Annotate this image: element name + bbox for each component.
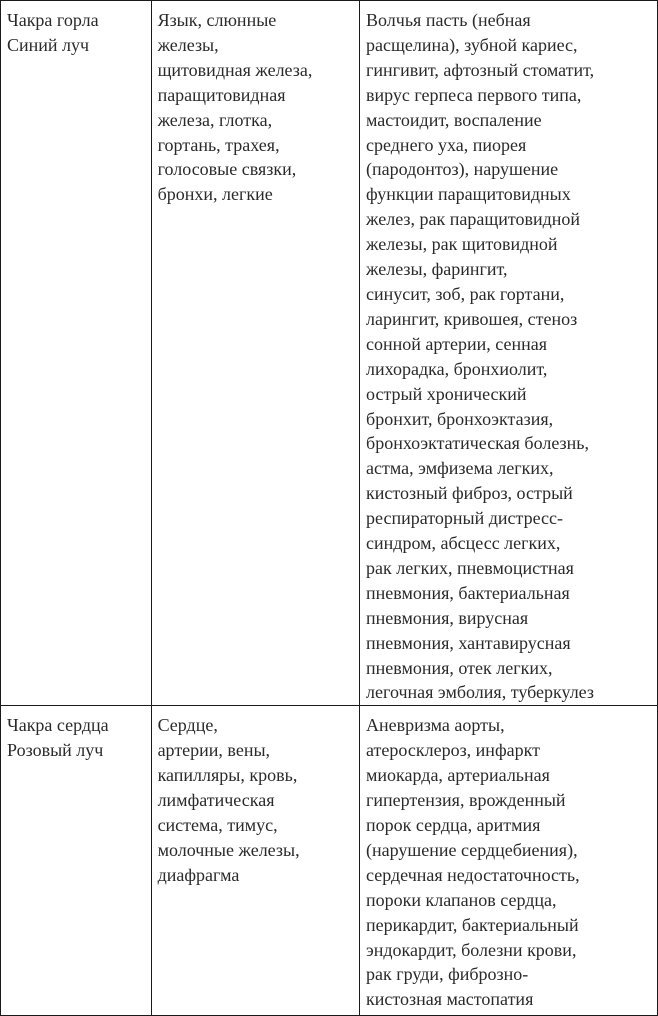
text-line: кистозный фиброз, острый [366,483,573,504]
text-line: сонной артерии, сенная [366,333,548,354]
text-line: пневмония, отек легких, [366,657,553,678]
text-line: Аневризма аорты, [366,715,505,736]
text-line: среднего уха, пиорея [366,134,527,155]
text-line: пневмония, хантавирусная [366,632,571,653]
text-line: бронхоэктатическая болезнь, [366,433,589,454]
text-line: диафрагма [157,864,240,885]
text-line: лимфатическая [157,790,275,811]
text-line: сердечная недостаточность, [366,864,580,885]
chakra-cell [1,706,152,1016]
text-line: Сердце, [157,715,218,736]
text-line: артерии, вены, [157,740,271,761]
diseases-cell [360,706,658,1016]
text-line: рак легких, пневмоцистная [366,557,574,578]
text-line: железы, [157,34,219,55]
text-line: легочная эмболия, туберкулез [366,682,595,703]
text-line: кистозная мастопатия [366,989,534,1010]
text-line: пневмония, бактериальная [366,582,570,603]
text-line: гипертензия, врожденный [366,790,566,811]
table-row [1,706,658,1016]
text-line: синдром, абсцесс легких, [366,533,561,554]
text-line: Чакра горла [7,10,99,30]
text-line: гортань, трахея, [157,134,280,155]
text-line: астма, эмфизема легких, [366,458,554,479]
text-line: Волчья пасть (небная [366,10,531,30]
text-line: ларингит, кривошея, стеноз [366,308,578,329]
organs-cell [151,706,359,1016]
text-line: порок сердца, аритмия [366,815,541,835]
organs-cell [151,1,359,706]
text-line: Чакра сердца [7,715,109,736]
text-line: железа, глотка, [157,109,273,130]
text-line: капилляры, кровь, [157,765,298,786]
text-line: голосовые связки, [157,159,297,180]
text-line: щитовидная железа, [157,59,313,80]
text-line: функции паращитовидных [366,184,571,205]
diseases-cell [360,1,658,706]
text-line: респираторный дистресс- [366,508,564,529]
text-line: Розовый луч [7,740,104,761]
text-line: атеросклероз, инфаркт [366,740,540,761]
text-line: расщелина), зубной кариес, [366,34,578,55]
text-line: вирус герпеса первого типа, [366,84,582,105]
text-line: эндокардит, болезни крови, [366,939,577,960]
text-line: пневмония, вирусная [366,607,529,628]
text-line: гингивит, афтозный стоматит, [366,59,595,80]
text-line: железы, рак щитовидной [366,234,558,255]
text-line: желез, рак паращитовидной [366,209,581,230]
text-line: система, тимус, [157,815,278,835]
text-line: пороки клапанов сердца, [366,889,557,910]
table-row [1,1,658,706]
text-line: перикардит, бактериальный [366,914,579,935]
text-line: лихорадка, бронхиолит, [366,358,548,379]
text-line: паращитовидная [157,84,286,105]
text-line: Синий луч [7,34,90,55]
text-line: (нарушение сердцебиения), [366,839,578,860]
text-line: синусит, зоб, рак гортани, [366,283,565,304]
text-line: Язык, слюнные [157,10,277,30]
text-line: бронхи, легкие [157,184,273,205]
text-line: (пародонтоз), нарушение [366,159,559,180]
chakra-cell [1,1,152,706]
text-line: молочные железы, [157,839,300,860]
text-line: мастоидит, воспаление [366,109,542,130]
text-line: острый хронический [366,383,527,404]
text-line: рак груди, фиброзно- [366,964,529,985]
text-line: бронхит, бронхоэктазия, [366,408,554,429]
text-line: железы, фарингит, [366,259,508,280]
text-line: миокарда, артериальная [366,765,550,786]
